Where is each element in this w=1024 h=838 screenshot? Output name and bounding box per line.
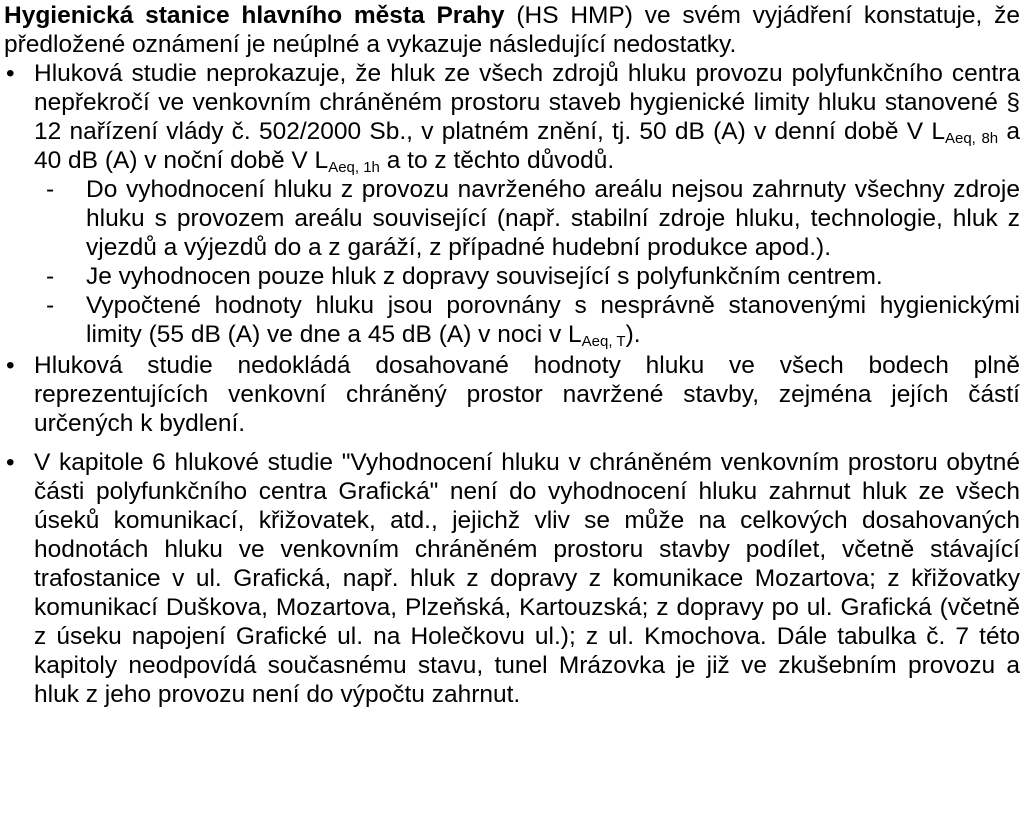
finding-text-part: a 40 dB (A) v noční době V L [34, 118, 1021, 174]
reasons-list [34, 175, 1020, 349]
bullet-icon [4, 59, 34, 88]
findings-list [4, 59, 1020, 709]
subscript-aeq-8h: Aeq, 8h [944, 130, 999, 147]
finding-text-part: a to z těchto důvodů. [379, 147, 615, 174]
reason-text-part: ). [625, 321, 641, 348]
reason-item [34, 291, 1020, 349]
finding-noise-study [4, 59, 1020, 349]
reason-text [86, 291, 1020, 349]
subscript-aeq-t: Aeq, T [581, 333, 626, 350]
dash-icon [46, 291, 54, 320]
finding-chapter-6-text: V kapitole 6 hlukové studie "Vyhodnocení hluku v chráněném venkovním prostoru obytné části polyfunkčního centra Grafická" není do vyhodnocení hluku zahrnut hluk ze všech úseků komunikací, křižovatek, atd., jejichž vliv se může na celkových dosahovaných hodnotách hluku ve venkovním chráněném prostoru stavby podílet, včetně stávající trafostanice v ul. Grafická, např. hluk z dopravy z komunikace Mozartova; z křižovatky komunikací Duškova, Mozartova, Plzeňská, Kartouzská; z dopravy po ul. Grafická (včetně z úseku napojení Grafické ul. na Holečkovu ul.); z ul. Kmochova. Dále tabulka č. 7 této kapitoly neodpovídá současnému stavu, tunel Mrázovka je již ve zkušebním provozu a hluk z jeho provozu není do výpočtu zahrnut. [34, 449, 1020, 708]
finding-measurement-points [4, 351, 1020, 438]
reason-text: Je vyhodnocen pouze hluk z dopravy související s polyfunkčním centrem. [86, 263, 883, 290]
finding-measurement-points-text: Hluková studie nedokládá dosahované hodnoty hluku ve všech bodech plně reprezentujících venkovní chráněný prostor navržené stavby, zejména jejích částí určených k bydlení. [34, 352, 1020, 437]
intro-paragraph [4, 1, 1020, 59]
dash-icon [46, 262, 54, 291]
finding-chapter-6 [4, 448, 1020, 709]
reason-text: Do vyhodnocení hluku z provozu navrženého areálu nejsou zahrnuty všechny zdroje hluku s provozem areálu související (např. stabilní zdroje hluku, technologie, hluk z vjezdů a výjezdů do a z garáží, z případné hudební produkce apod.). [86, 176, 1020, 261]
reason-item [34, 175, 1020, 262]
finding-text-part: Hluková studie neprokazuje, že hluk ze všech zdrojů hluku provozu polyfunkčního centra nepřekročí ve venkovním chráněném prostoru staveb hygienické limity hluku stanovené § 12 nařízení vlády č. 502/2000 Sb., v platném znění, tj. 50 dB (A) v denní době V L [34, 60, 1020, 145]
reason-text-part: Vypočtené hodnoty hluku jsou porovnány s nesprávně stanovenými hygienickými limity (55 dB (A) ve dne a 45 dB (A) v noci v L [86, 292, 1020, 348]
bullet-icon [4, 448, 34, 477]
finding-noise-study-text [34, 59, 1020, 175]
intro-text: (HS HMP) ve svém vyjádření konstatuje, že předložené oznámení je neúplné a vykazuje následující nedostatky. [4, 2, 1020, 58]
subscript-aeq-1h: Aeq, 1h [328, 159, 380, 176]
bullet-icon [4, 351, 34, 380]
institution-name: Hygienická stanice hlavního města Prahy [4, 2, 505, 29]
reason-item [34, 262, 1020, 291]
document-page [4, 1, 1020, 709]
dash-icon [46, 175, 54, 204]
